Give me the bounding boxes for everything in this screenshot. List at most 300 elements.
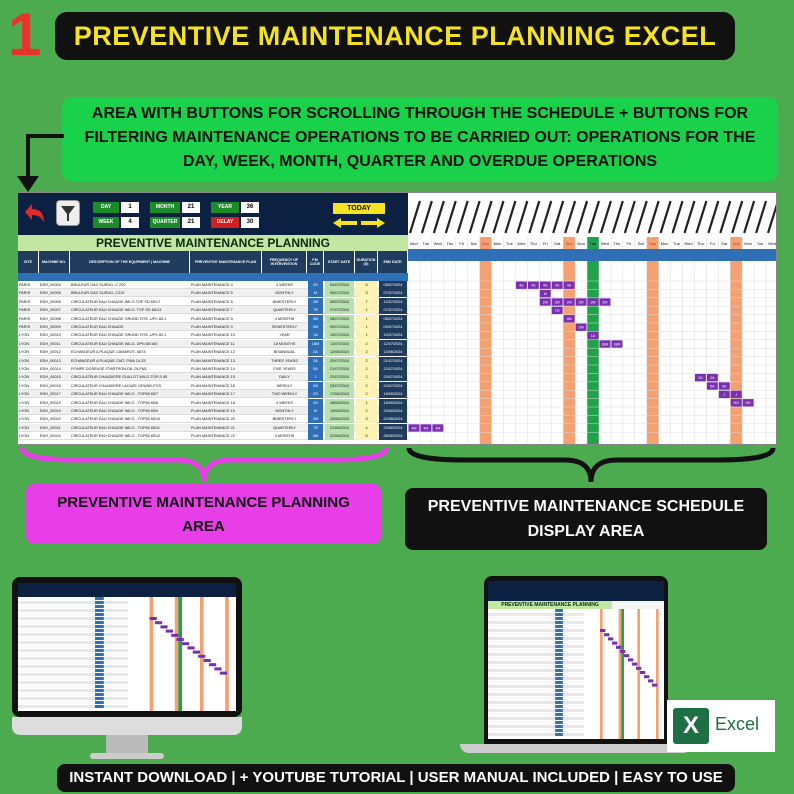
gantt-bar-label: 4S [519, 283, 524, 288]
laptop-preview [488, 609, 664, 739]
day-name-label: Thu [446, 241, 454, 246]
table-cell: 3A [308, 357, 323, 365]
gantt-bar-label: 2A [698, 376, 703, 380]
calendar-column-highlight [480, 237, 492, 445]
table-cell: LYON [19, 425, 30, 430]
table-cell: 05/07/2024 [325, 289, 354, 297]
week-value: 4 [121, 217, 139, 228]
table-cell: CIRCULATEUR EAU CHAUDE WILO - TOP65 65/9 [71, 409, 159, 413]
table-cell: EDH_00012 [40, 350, 61, 355]
table-cell: 07/07/2024 [379, 289, 407, 297]
table-cell: 12/07/2024 [379, 298, 407, 306]
table-cell: ECHANGEUR A PLAQUE CIAT- PWA 24-33 [71, 358, 146, 363]
table-cell: M [308, 289, 323, 297]
step-number: 1 [8, 1, 42, 68]
table-cell: PLAN MAINTENANCE 14 [191, 367, 235, 371]
day-name-label: Tue [422, 241, 430, 246]
table-cell: 22/07/2024 [379, 365, 407, 373]
table-cell: PARIS [19, 299, 31, 304]
table-cell: CIRCULATEUR CHAUDIERE LACAZE GRUND-FOS [71, 383, 162, 388]
table-row[interactable] [18, 298, 408, 306]
table-row[interactable] [18, 432, 408, 440]
gantt-bar-label: 1A [590, 334, 596, 338]
table-cell: 10/07/2024 [325, 331, 354, 339]
table-cell: 20/06/2024 [325, 415, 354, 423]
table-cell: 11/07/2024 [325, 340, 354, 348]
column-header: PREVENTIVE MAINTENANCE PLAN [190, 251, 262, 273]
table-cell: 1 [356, 323, 377, 331]
schedule-area-callout [405, 488, 767, 550]
table-cell: YEAR [279, 333, 290, 338]
table-cell: 4M [308, 432, 323, 440]
filter-icon [57, 201, 79, 225]
day-name-label: Fri [710, 241, 715, 246]
gantt-bar-label: 18M [613, 342, 621, 347]
table-cell: MONTHLY [275, 409, 294, 413]
table-cell: 18 MONTHS [273, 341, 296, 346]
arrow-head-icon [17, 176, 39, 192]
table-cell: 06/07/2024 [325, 298, 354, 306]
day-name-label: Mon [493, 241, 502, 246]
table-row[interactable] [18, 373, 408, 381]
table-cell: 13/06/2024 [379, 348, 407, 356]
table-cell: 18/06/2024 [379, 390, 407, 398]
monitor-mockup [12, 577, 242, 717]
table-cell: LYON [19, 383, 30, 388]
table-cell: 5 [356, 281, 377, 289]
table-cell: PLAN MAINTENANCE 6 [191, 299, 233, 304]
left-brace-icon [18, 446, 390, 486]
table-cell: 22/06/2024 [325, 432, 354, 440]
column-header: START DATE [324, 251, 355, 273]
table-cell: SEMESTERLY [271, 325, 298, 329]
day-name-label: Sat [637, 241, 644, 246]
gantt-bar-label: 2M [590, 300, 596, 305]
table-cell: CIRCULATEUR EAU CHAUDE GRUND FOS- UPS 80-1 [71, 333, 167, 338]
column-header: MACHINE NO. [39, 251, 70, 273]
table-cell: 18/06/2024 [379, 399, 407, 407]
gantt-bar-label: 4M [566, 317, 572, 322]
table-cell: 1 [356, 331, 377, 339]
table-cell: EDH_00021 [40, 425, 61, 430]
table-cell: 1 [356, 315, 377, 323]
gantt-bar-label: 5A [710, 384, 715, 389]
table-row[interactable] [18, 340, 408, 348]
today-button[interactable]: TODAY [333, 203, 385, 214]
gantt-bar-label: 18M [601, 342, 609, 347]
table-cell: CIRCULATEUR EAU CHAUDE WILO - TOP65 65/8 [71, 400, 159, 405]
table-cell: WEEKLY [276, 383, 293, 388]
table-row[interactable] [18, 424, 408, 432]
day-name-label: Mon [410, 241, 418, 246]
table-cell: QUARTERLY [273, 308, 296, 313]
day-name-label: Wed [600, 241, 610, 246]
table-cell: 2 [356, 382, 377, 390]
table-cell: 12/07/2024 [379, 340, 407, 348]
table-cell: POMPE DOSEUSE STARTRON-D8- DLPM1 [71, 367, 148, 371]
day-name-label: Sun [565, 241, 573, 246]
table-cell: 17/06/2024 [325, 390, 354, 398]
gantt-bar-label: 4S [543, 283, 548, 288]
callout-line: AREA [182, 518, 225, 535]
table-cell: 12/06/2024 [325, 348, 354, 356]
table-cell: LYON [19, 392, 30, 397]
table-cell: 1 [356, 306, 377, 314]
table-cell: 2 [356, 407, 377, 415]
monitor-screen [18, 583, 236, 711]
table-cell: PLAN MAINTENANCE 15 [191, 375, 235, 380]
table-cell: 07/07/2024 [325, 306, 354, 314]
filter-button[interactable] [56, 200, 80, 226]
table-cell: BIMESTERLY [272, 299, 297, 304]
day-name-label: Wed [433, 241, 442, 246]
gantt-bar-label: 4S [554, 283, 560, 288]
table-cell: PLAN MAINTENANCE 11 [191, 341, 235, 346]
table-cell: 09/07/2024 [379, 323, 407, 331]
table-cell: 5A [308, 365, 323, 373]
table-cell: MONTHLY [275, 291, 294, 296]
table-row[interactable] [18, 306, 408, 314]
table-cell: PARIS [19, 308, 31, 313]
table-cell: 4 MONTHS [274, 434, 295, 439]
table-cell: FIVE YEARS [273, 367, 296, 371]
table-cell: 08/07/2024 [325, 315, 354, 323]
table-cell: PLAN MAINTENANCE 18 [191, 400, 235, 405]
day-name-label: Wed [684, 241, 693, 246]
table-cell: BISANNUAL [273, 350, 296, 355]
table-row[interactable] [18, 315, 408, 323]
table-cell: EDH_00013 [40, 358, 61, 363]
table-cell: LYON [19, 409, 30, 413]
week-button[interactable]: WEEK [93, 217, 119, 228]
table-cell: LYON [19, 333, 30, 338]
table-cell: EDH_00008 [40, 316, 61, 321]
column-header: SITE [18, 251, 39, 273]
table-cell: 3 [356, 289, 377, 297]
table-cell: HD [308, 382, 323, 390]
table-cell: 07/07/2024 [379, 306, 407, 314]
column-header: DESCRIPTION OF THE EQUIPMENT | MACHINE [70, 251, 190, 273]
table-cell: 04/07/2024 [325, 281, 354, 289]
table-cell: 2M [308, 298, 323, 306]
table-cell: LYON [19, 350, 30, 355]
table-cell: EDH_00006 [40, 299, 61, 304]
column-header: PM CODE [307, 251, 324, 273]
day-name-label: Thu [696, 241, 704, 246]
table-row[interactable] [18, 323, 408, 331]
laptop-sheet-title: PREVENTIVE MAINTENANCE PLANNING [488, 601, 612, 609]
day-name-label: Tue [673, 241, 680, 246]
table-cell: 2 [356, 357, 377, 365]
day-name-label: Mon [577, 241, 585, 246]
table-cell: 20/06/2024 [379, 407, 407, 415]
table-cell: EDH_00014 [40, 367, 61, 371]
excel-label: Excel [715, 714, 760, 734]
table-cell: PARIS [19, 325, 31, 329]
right-brace-icon [405, 446, 777, 486]
day-name-label: Tue [506, 241, 513, 246]
delay-button[interactable]: DELAY [211, 217, 239, 228]
table-cell: QUARTERLY [273, 425, 296, 430]
table-cell: PLAN MAINTENANCE 19 [191, 409, 235, 413]
arrow-line [26, 134, 64, 138]
table-cell: 24/07/2024 [379, 382, 407, 390]
footer-banner: INSTANT DOWNLOAD | + YOUTUBE TUTORIAL | USER MANUAL INCLUDED | EASY TO USE [57, 764, 735, 792]
day-name-label: Sun [482, 241, 490, 246]
table-cell: 08/07/2024 [379, 315, 407, 323]
day-name-label: Fri [542, 241, 548, 246]
table-cell: TWO WEEKLY [271, 392, 298, 397]
table-cell: EDH_00018 [40, 400, 61, 405]
table-cell: 4S [308, 399, 323, 407]
table-cell: 4 WEEKS [276, 283, 293, 287]
year-button[interactable]: YEAR [211, 202, 239, 213]
table-cell: SM [308, 323, 323, 331]
gantt-bar-label: 5A [722, 384, 727, 389]
year-value: 36 [241, 202, 259, 213]
table-cell: PLAN MAINTENANCE 13 [191, 358, 235, 363]
table-cell: 2 [356, 365, 377, 373]
table-cell: TR [308, 306, 323, 314]
laptop-screen [488, 581, 664, 739]
sheet-title: PREVENTIVE MAINTENANCE PLANNING [18, 235, 408, 251]
gantt-bar-label: 4M [435, 426, 441, 431]
day-name-label: Mon [744, 241, 753, 246]
table-cell: EDH_00022 [40, 434, 61, 439]
table-cell: 4 MONTHS [274, 316, 295, 321]
table-cell: 2 [356, 390, 377, 398]
table-cell: PLAN MAINTENANCE 16 [191, 383, 235, 388]
day-name-label: Sat [470, 241, 477, 246]
table-cell: CIRCULATEUR EAU CHAUDE WILO - TOP65 65/7 [71, 392, 159, 397]
day-name-label: Wed [517, 241, 526, 246]
table-cell: 19/06/2024 [325, 407, 354, 415]
table-cell: CIRCULATEUR EAU CHAUDE WILO - TOP65 65/12 [71, 434, 161, 439]
table-cell: EDH_00016 [40, 383, 61, 388]
table-cell: PARIS [19, 291, 31, 296]
day-value: 1 [121, 202, 139, 213]
quarter-value: 21 [182, 217, 200, 228]
table-cell: EDH_00011 [40, 341, 61, 346]
table-cell: LYON [19, 400, 30, 405]
gantt-bar-label: TR [554, 308, 560, 313]
table-cell: TR [308, 424, 323, 432]
table-cell: DAILY [279, 375, 290, 380]
table-cell: PLAN MAINTENANCE 9 [191, 325, 233, 329]
table-row[interactable] [18, 289, 408, 297]
gantt-bar-label: 4M [411, 426, 417, 431]
scroll-right-arrow-icon[interactable] [361, 218, 385, 228]
gantt-bar-label: 2M [566, 300, 572, 305]
table-row[interactable] [18, 348, 408, 356]
month-value: 21 [182, 202, 200, 213]
day-name-label: Sun [649, 241, 657, 246]
table-cell: PLAN MAINTENANCE 5 [191, 291, 233, 296]
table-cell: 3 [356, 415, 377, 423]
table-cell: CIRCULATEUR CHAUDIERE GUILLOT WILO-TOP-S 65 [71, 375, 168, 380]
table-cell: PLAN MAINTENANCE 17 [191, 392, 235, 397]
callout-line: FILTERING MAINTENANCE OPERATIONS TO BE CARRIED OUT: OPERATIONS FOR THE [84, 129, 756, 146]
day-name-label: Thu [529, 241, 537, 246]
table-cell: 4S [308, 281, 323, 289]
table-cell: CIRCULATEUR EAU CHAUDE WILO-TOP SD 65/17 [71, 299, 161, 304]
table-cell: 21/06/2024 [325, 424, 354, 432]
callout-line: PREVENTIVE MAINTENANCE SCHEDULE [427, 498, 745, 515]
table-cell: 5 [356, 432, 377, 440]
calendar-column-highlight [563, 237, 575, 445]
calendar-column-highlight [647, 237, 659, 445]
column-header: DURATION (D) [355, 251, 378, 273]
table-cell: 08/07/2024 [379, 281, 407, 289]
table-cell: 23/07/2024 [379, 373, 407, 381]
day-name-label: Fri [626, 241, 632, 246]
gantt-bar-label: 4S [566, 283, 572, 288]
day-name-label: Wed [767, 241, 777, 246]
table-cell: BRULEUR GAZ GUENO- C210 [71, 291, 125, 296]
table-row[interactable] [18, 365, 408, 373]
table-cell: EDH_00004 [40, 283, 61, 287]
table-cell: PARIS [19, 316, 31, 321]
gantt-schedule [408, 193, 777, 445]
table-cell: PLAN MAINTENANCE 12 [191, 350, 235, 355]
filter-row[interactable] [18, 273, 408, 281]
page-title: PREVENTIVE MAINTENANCE PLANNING EXCEL [55, 12, 735, 60]
back-arrow-icon[interactable] [24, 201, 48, 225]
day-name-label: Sun [732, 241, 740, 246]
table-cell: LYON [19, 358, 30, 363]
delay-value: 30 [241, 217, 259, 228]
table-cell: 22/07/2024 [325, 373, 354, 381]
monitor-preview [18, 597, 236, 711]
table-cell: PLAN MAINTENANCE 4 [191, 283, 233, 287]
table-cell: 10/07/2024 [379, 331, 407, 339]
gantt-bar-label: M [543, 292, 547, 296]
day-name-label: Sat [721, 241, 728, 246]
table-cell: 21/07/2024 [325, 365, 354, 373]
table-cell: 4 WEEKS [276, 400, 293, 405]
callout-line: DISPLAY AREA [527, 523, 645, 540]
excel-logo [667, 700, 775, 752]
gantt-bar-label: HD [745, 401, 751, 406]
gantt-bar-label: 2M [542, 300, 548, 305]
table-cell: THREE YEARS [271, 358, 298, 363]
table-cell: CIRCULATEUR EAU CHAUDE WILO- TOP SD 65/13 [71, 308, 162, 313]
table-cell: CIRCULATEUR EAU CHAUDE [71, 325, 124, 329]
table-cell: 2M [308, 415, 323, 423]
calendar-column-highlight [730, 237, 742, 445]
table-cell: LYON [19, 341, 30, 346]
table-cell: 2 [356, 373, 377, 381]
table-cell: 24/06/2024 [379, 424, 407, 432]
day-name-label: Tue [589, 241, 597, 246]
day-name-label: Tue [756, 241, 764, 246]
table-cell: EDH_00017 [40, 392, 61, 397]
spreadsheet-window [17, 192, 777, 445]
table-cell: PLAN MAINTENANCE 22 [191, 434, 235, 439]
table-cell: 18/06/2024 [325, 399, 354, 407]
callout-line: DAY, WEEK, MONTH, QUARTER AND OVERDUE OPERATIONS [182, 153, 658, 170]
table-cell: LYON [19, 434, 30, 439]
table-cell: 2 [356, 340, 377, 348]
table-cell: BRULEUR GAZ GUENO -C 200 [71, 283, 126, 287]
gantt-bar-label: HD [733, 401, 739, 406]
table-cell: 4M [308, 315, 323, 323]
table-cell: EDH_00010 [40, 333, 61, 338]
calendar-column-highlight [587, 237, 599, 445]
month-button[interactable]: MONTH [150, 202, 180, 213]
column-header: END DATE [378, 251, 408, 273]
table-row[interactable] [18, 407, 408, 415]
table-cell: 4 [356, 424, 377, 432]
scroll-left-arrow-icon[interactable] [333, 218, 357, 228]
table-cell: 26/06/2024 [379, 432, 407, 440]
table-cell: PLAN MAINTENANCE 21 [191, 425, 235, 430]
gantt-bar-label: 2M [554, 300, 560, 305]
gantt-bar-label: 4S [531, 283, 536, 288]
table-row[interactable] [18, 382, 408, 390]
table-row[interactable] [18, 281, 408, 289]
gantt-bar-label: 2M [578, 300, 584, 305]
table-cell: PLAN MAINTENANCE 8 [191, 316, 233, 321]
table-cell: EDH_00020 [40, 417, 61, 422]
table-cell: BIMESTERLY [272, 417, 297, 422]
table-cell: PLAN MAINTENANCE 20 [191, 417, 235, 422]
table-cell: 2S [308, 390, 323, 398]
table-row[interactable] [18, 331, 408, 339]
day-name-label: Thu [613, 241, 621, 246]
table-row[interactable] [18, 399, 408, 407]
excel-icon: X [673, 708, 709, 744]
table-cell: 21/07/2024 [379, 357, 407, 365]
toolbar [18, 193, 408, 235]
day-name-label: Sat [554, 241, 561, 246]
table-cell: EDH_00009 [40, 325, 61, 329]
gantt-bar-label: J [723, 392, 726, 397]
table-cell: ECHANGEUR A PLAQUE CAMAROT- 6873 [71, 350, 146, 355]
table-cell: CIRCULATEUR EAU CHAUDE WILO- DPN 80/160 [71, 341, 158, 346]
table-cell: PLAN MAINTENANCE 10 [191, 333, 235, 338]
table-cell: CIRCULATEUR EAU CHAUDE GRUND FOS- UPC 65-1 [71, 316, 167, 321]
laptop-mockup [484, 576, 668, 744]
table-cell: 1A [308, 331, 323, 339]
table-cell: LYON [19, 367, 30, 371]
day-name-label: Fri [459, 241, 465, 246]
table-cell: PLAN MAINTENANCE 7 [191, 308, 233, 313]
table-cell: 09/07/2024 [325, 323, 354, 331]
table-cell: 1 [356, 399, 377, 407]
column-header: FREQUENCY OF INTERVENTION [262, 251, 307, 273]
table-cell: CIRCULATEUR EAU CHAUDE WILO - TOP65 65/11 [71, 425, 160, 430]
gantt-bar-label: J [735, 392, 738, 397]
table-row[interactable] [18, 357, 408, 365]
gantt-bar-label: SM [578, 325, 584, 330]
gantt-bar-label: 2A [710, 376, 715, 380]
toolbar-callout [62, 97, 778, 181]
table-cell: LYON [19, 375, 30, 380]
table-cell: CIRCULATEUR EAU CHAUDE WILO - TOP65 65/10 [71, 417, 161, 422]
table-row[interactable] [18, 415, 408, 423]
table-cell: EDH_00015 [40, 375, 61, 380]
table-cell: 2A [308, 348, 323, 356]
table-cell: J [308, 373, 323, 381]
table-cell: 23/07/2024 [325, 382, 354, 390]
day-button[interactable]: DAY [93, 202, 119, 213]
quarter-button[interactable]: QUARTER [150, 217, 180, 228]
gantt-bar-label: 2M [602, 300, 608, 305]
table-row[interactable] [18, 390, 408, 398]
callout-line: AREA WITH BUTTONS FOR SCROLLING THROUGH THE SCHEDULE + BUTTONS FOR [91, 105, 749, 122]
day-name-label: Mon [660, 241, 669, 246]
